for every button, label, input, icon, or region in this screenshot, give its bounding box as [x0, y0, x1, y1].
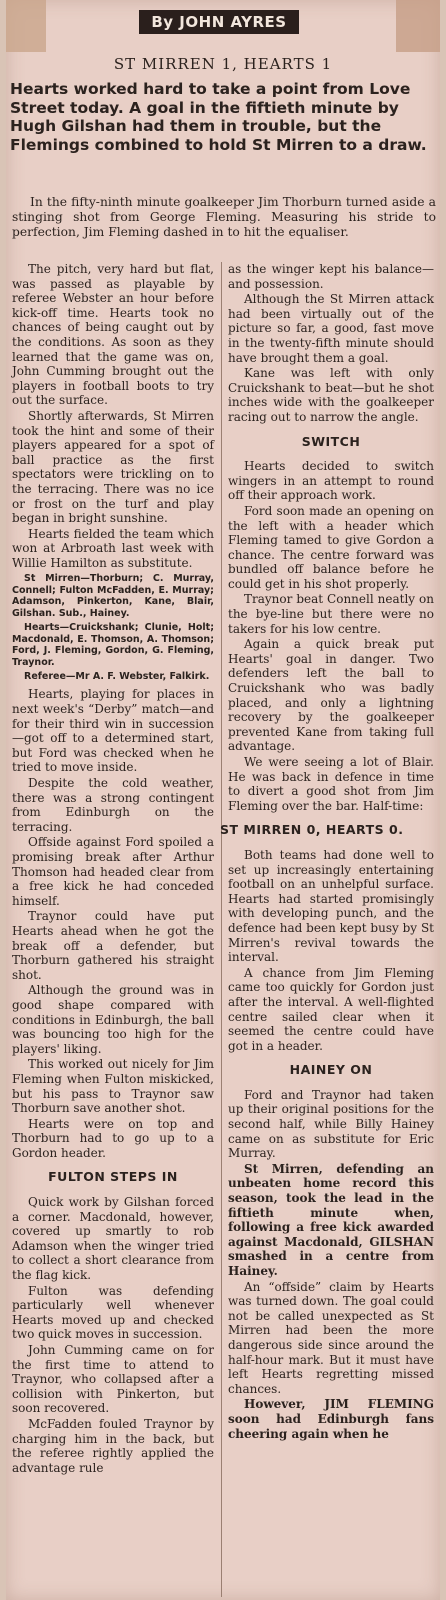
paragraph: Despite the cold weather, there was a strong contingent from Edinburgh on the terracing.: [12, 776, 214, 834]
paragraph: An “offside” claim by Hearts was turned down. The goal could not be called unexpected as St Mirren had been the more dangerous side since around the half-hour mark. But it must have left Hearts regretting missed chances.: [228, 1279, 434, 1396]
byline: By JOHN AYRES: [139, 10, 299, 34]
subheading-switch: SWITCH: [301, 433, 361, 449]
subheading-half-time-score: ST MIRREN 0, HEARTS 0.: [220, 822, 404, 838]
paragraph: McFadden fouled Traynor by charging him in the back, but the referee rightly applied the advantage rule: [12, 1416, 214, 1475]
paragraph: We were seeing a lot of Blair. He was back in defence in time to divert a good shot from Jim Fleming over the bar. Half-time:: [228, 755, 434, 813]
paragraph: as the winger kept his balance—and possession.: [228, 262, 434, 291]
subheading-hainey-on: HAINEY ON: [289, 1062, 373, 1078]
paragraph: Ford soon made an opening on the left with a header which Fleming tamed to give Gordon a chance. The centre forward was bundled off balance before he could get in his shot properly.: [228, 503, 434, 591]
paragraph: Fulton was defending particularly well whenever Hearts moved up and checked two quick moves in succession.: [12, 1283, 214, 1342]
paragraph: A chance from Jim Fleming came too quickly for Gordon just after the interval. A well-flighted centre sailed clear when it seemed the centre could have got in a header.: [228, 965, 434, 1053]
paragraph: Hearts fielded the team which won at Arbroath last week with Willie Hamilton as substitute.: [12, 526, 214, 570]
paragraph: John Cumming came on for the first time to attend to Traynor, who collapsed after a collision with Pinkerton, but soon recovered.: [12, 1343, 214, 1416]
intro-paragraph: Hearts worked hard to take a point from Love Street today. A goal in the fiftieth minute by Hugh Gilshan had them in trouble, but the Flemings combined to hold St Mirren to a draw.: [10, 80, 427, 154]
tape-left: [6, 0, 46, 52]
paragraph: Traynor could have put Hearts ahead when he got the break off a defender, but Thorburn gathered his straight shot.: [12, 909, 214, 982]
referee-line: Referee—Mr A. F. Webster, Falkirk.: [24, 671, 210, 683]
team-lineup-hearts: Hearts—Cruickshank; Clunie, Holt; Macdonald, E. Thomson, A. Thomson; Ford, J. Fleming, Gordon, G. Fleming, Traynor.: [12, 622, 214, 668]
subheading-fulton-steps-in: FULTON STEPS IN: [48, 1169, 178, 1185]
paragraph: Hearts, playing for places in next week's “Derby” match—and for their third win in succession—got off to a determined start, but Ford was checked when he tried to move inside.: [12, 687, 214, 775]
team-lineup-st-mirren: St Mirren—Thorburn; C. Murray, Connell; Fulton McFadden, E. Murray; Adamson, Pinkerton, Kane, Blair, Gilshan. Sub., Hainey.: [12, 573, 214, 619]
tape-right: [396, 0, 440, 52]
paragraph: This worked out nicely for Jim Fleming when Fulton miskicked, but his pass to Traynor saw Thorburn save another shot.: [12, 1057, 214, 1116]
paragraph: Hearts were on top and Thorburn had to go up to a Gordon header.: [12, 1116, 214, 1160]
column-divider: [221, 262, 222, 1597]
paragraph: Quick work by Gilshan forced a corner. Macdonald, however, covered up smartly to rob Adamson when the winger tried to collect a short clearance from the flag kick.: [12, 1195, 214, 1283]
right-column: [220, 262, 434, 1442]
paragraph: Hearts decided to switch wingers in an attempt to round off their approach work.: [228, 459, 434, 503]
left-column: [12, 262, 214, 1476]
paragraph: However, JIM FLEMING soon had Edinburgh fans cheering again when he: [228, 1397, 434, 1441]
paragraph: St Mirren, defending an unbeaten home record this season, took the lead in the fiftieth minute when, following a free kick awarded against Macdonald, GILSHAN smashed in a centre from Hainey.: [228, 1161, 434, 1278]
paragraph: Although the ground was in good shape compared with conditions in Edinburgh, the ball was bouncing too high for the players' liking.: [12, 983, 214, 1056]
lede-paragraph: In the fifty-ninth minute goalkeeper Jim Thorburn turned aside a stinging shot from George Fleming. Measuring his stride to perfection, Jim Fleming dashed in to hit the equaliser.: [12, 195, 436, 239]
paragraph: Traynor beat Connell neatly on the bye-line but there were no takers for his low centre.: [228, 592, 434, 636]
paragraph: Kane was left with only Cruickshank to beat—but he shot inches wide with the goalkeeper racing out to narrow the angle.: [228, 366, 434, 424]
paragraph: Although the St Mirren attack had been virtually out of the picture so far, a good, fast move in the twenty-fifth minute should have brought them a goal.: [228, 292, 434, 365]
paragraph: Ford and Traynor had taken up their original positions for the second half, while Billy Hainey came on as substitute for Eric Murray.: [228, 1087, 434, 1161]
paragraph: The pitch, very hard but flat, was passed as playable by referee Webster an hour before kick-off time. Hearts took no chances of being caught out by the conditions. As soon as they learned that the game was on, John Cumming brought out the players in football boots to try out the surface.: [12, 262, 214, 408]
paragraph: Offside against Ford spoiled a promising break after Arthur Thomson had headed clear from a free kick he had conceded himself.: [12, 835, 214, 908]
paragraph: Again a quick break put Hearts' goal in danger. Two defenders left the ball to Cruickshank who was badly placed, and only a lightning recovery by the goalkeeper prevented Kane from taking full advantage.: [228, 637, 434, 754]
headline: ST MIRREN 1, HEARTS 1: [113, 55, 333, 73]
paragraph: Both teams had done well to set up increasingly entertaining football on an unhelpful surface. Hearts had started promisingly with developing punch, and the defence had been kept busy by St Mirren's revival towards the interval.: [228, 847, 434, 965]
paragraph: Shortly afterwards, St Mirren took the hint and some of their players appeared for a spot of ball practice as the first spectators were trickling on to the terracing. There was no ice or frost on the turf and play began in bright sunshine.: [12, 408, 214, 526]
